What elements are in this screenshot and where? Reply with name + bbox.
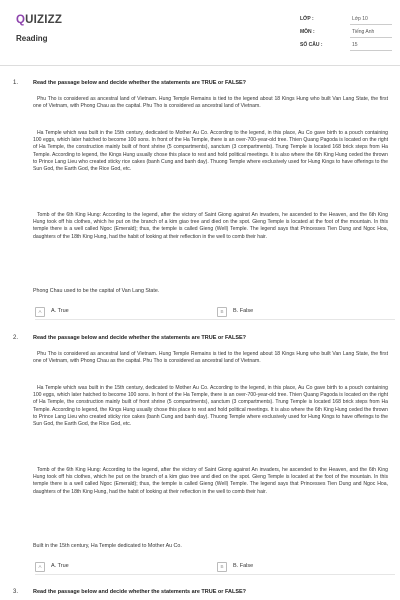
question-number: 2. xyxy=(13,335,19,341)
passage-paragraph: Tomb of the 6th King Hung: According to the legend, after the victory of Saint Giong against An invaders, he ascended to the Heaven, and the 6th King Hung took off his clothes, which he put on the branch of a kim giao tree and died on the spot. Gieng Temple is located at the foot of the mountain. In this temple there is a well called Ngoc (Emerald); thus, the temple is called Gieng (Well) Temple. The legend says that Princesses Tien Dung and Ngoc Hoa, daughters of the 18th King Hung, had the habit of looking at their reflection in the well to comb their hair. xyxy=(33,467,388,495)
option-letter-box: B xyxy=(217,562,227,572)
option-a[interactable] xyxy=(35,307,195,317)
question-number: 1. xyxy=(13,80,19,86)
header-divider xyxy=(0,65,400,66)
meta-key: MÔN : xyxy=(300,29,315,35)
meta-underline xyxy=(350,50,392,51)
passage-paragraph: Ha Temple which was built in the 15th century, dedicated to Mother Au Co. According to the legend, in this place, Au Co gave birth to a pouch containing 100 eggs, which later hatched to become 100 sons. In front of the Ha Temple, there is an over-700-year-old tree. Thien Quang Pagoda is located on the right of Ha Temple, the construction mainly built of front shrine (5 compartments), sanctum (3 compartments). Trung Temple is located 168 brick steps from Ha Temple. According to legend, the Kings Hung usually chose this place to rest and hold political meetings. It is also where the 6th King Hung ceded the thrown to Prince Lang Lieu who created sticky rice cakes (banh Cung and banh day). Thuong Temple where exclusively used for Hung Kings to have offerings to the Sun God, the Earth God, the Rice God, etc. xyxy=(33,385,388,428)
worksheet-meta xyxy=(300,14,392,53)
passage-paragraph: Phu Tho is considered as ancestral land of Vietnam. Hung Temple Remains is tied to the legend about 18 Kings Hung who built Van Lang State, the first one of Vietnam, with Phong Chau as the capital. Phu Tho is considered as ancestral land of Vietnam. xyxy=(33,351,388,365)
option-label: B. False xyxy=(233,563,254,569)
worksheet-header xyxy=(0,0,400,64)
question-prompt: Read the passage below and decide whether the statements are TRUE or FALSE? xyxy=(33,80,247,86)
meta-underline xyxy=(350,24,392,25)
passage-paragraph: Ha Temple which was built in the 15th century, dedicated to Mother Au Co. According to the legend, in this place, Au Co gave birth to a pouch containing 100 eggs, which later hatched to become 100 sons. In front of the Ha Temple, there is an over-700-year-old tree. Thien Quang Pagoda is located on the right of Ha Temple, the construction mainly built of front shrine (5 compartments), sanctum (3 compartments). Trung Temple is located 168 brick steps from Ha Temple. According to legend, the Kings Hung usually chose this place to rest and hold political meetings. It is also where the 6th King Hung ceded the thrown to Prince Lang Lieu who created sticky rice cakes (banh Cung and banh day). Thuong Temple where exclusively used for Hung Kings to have offerings to the Sun God, the Earth God, the Rice God, etc. xyxy=(33,130,388,173)
question-statement: Phong Chau used to be the capital of Van Lang State. xyxy=(33,288,160,294)
option-label: B. False xyxy=(233,308,254,314)
option-b[interactable] xyxy=(217,307,377,317)
question-prompt: Read the passage below and decide whether the statements are TRUE or FALSE? xyxy=(33,335,247,341)
option-label: A. True xyxy=(51,563,69,569)
question-number: 3. xyxy=(13,589,19,595)
option-label: A. True xyxy=(51,308,69,314)
option-divider xyxy=(35,319,395,320)
option-letter-box: A xyxy=(35,562,45,572)
passage-paragraph: Tomb of the 6th King Hung: According to the legend, after the victory of Saint Giong against An invaders, he ascended to the Heaven, and the 6th King Hung took off his clothes, which he put on the branch of a kim giao tree and died on the spot. Gieng Temple is located at the foot of the mountain. In this temple there is a well called Ngoc (Emerald); thus, the temple is called Gieng (Well) Temple. The legend says that Princesses Tien Dung and Ngoc Hoa, daughters of the 18th King Hung, had the habit of looking at their reflection in the well to comb their hair. xyxy=(33,212,388,240)
option-b[interactable] xyxy=(217,562,377,572)
option-a[interactable] xyxy=(35,562,195,572)
question-prompt: Read the passage below and decide whether the statements are TRUE or FALSE? xyxy=(33,589,247,595)
meta-row-count xyxy=(300,40,392,51)
meta-underline xyxy=(350,37,392,38)
meta-value: Tiếng Anh xyxy=(352,29,375,35)
passage-paragraph: Phu Tho is considered as ancestral land of Vietnam. Hung Temple Remains is tied to the legend about 18 Kings Hung who built Van Lang State, the first one of Vietnam, with Phong Chau as the capital. Phu Tho is considered as ancestral land of Vietnam. xyxy=(33,96,388,110)
meta-row-grade xyxy=(300,14,392,25)
meta-key: LỚP : xyxy=(300,16,314,22)
meta-key: SỐ CÂU : xyxy=(300,42,323,48)
option-letter-box: A xyxy=(35,307,45,317)
meta-value: 15 xyxy=(352,42,358,48)
meta-value: Lớp 10 xyxy=(352,16,368,22)
meta-row-subject xyxy=(300,27,392,38)
page-title: Reading xyxy=(16,34,48,43)
logo-text: QUIZIZZ xyxy=(16,14,63,26)
option-letter-box: B xyxy=(217,307,227,317)
question-statement: Built in the 15th century, Ha Temple dedicated to Mother Au Co. xyxy=(33,543,182,549)
quizizz-logo xyxy=(16,14,62,26)
option-divider xyxy=(35,574,395,575)
